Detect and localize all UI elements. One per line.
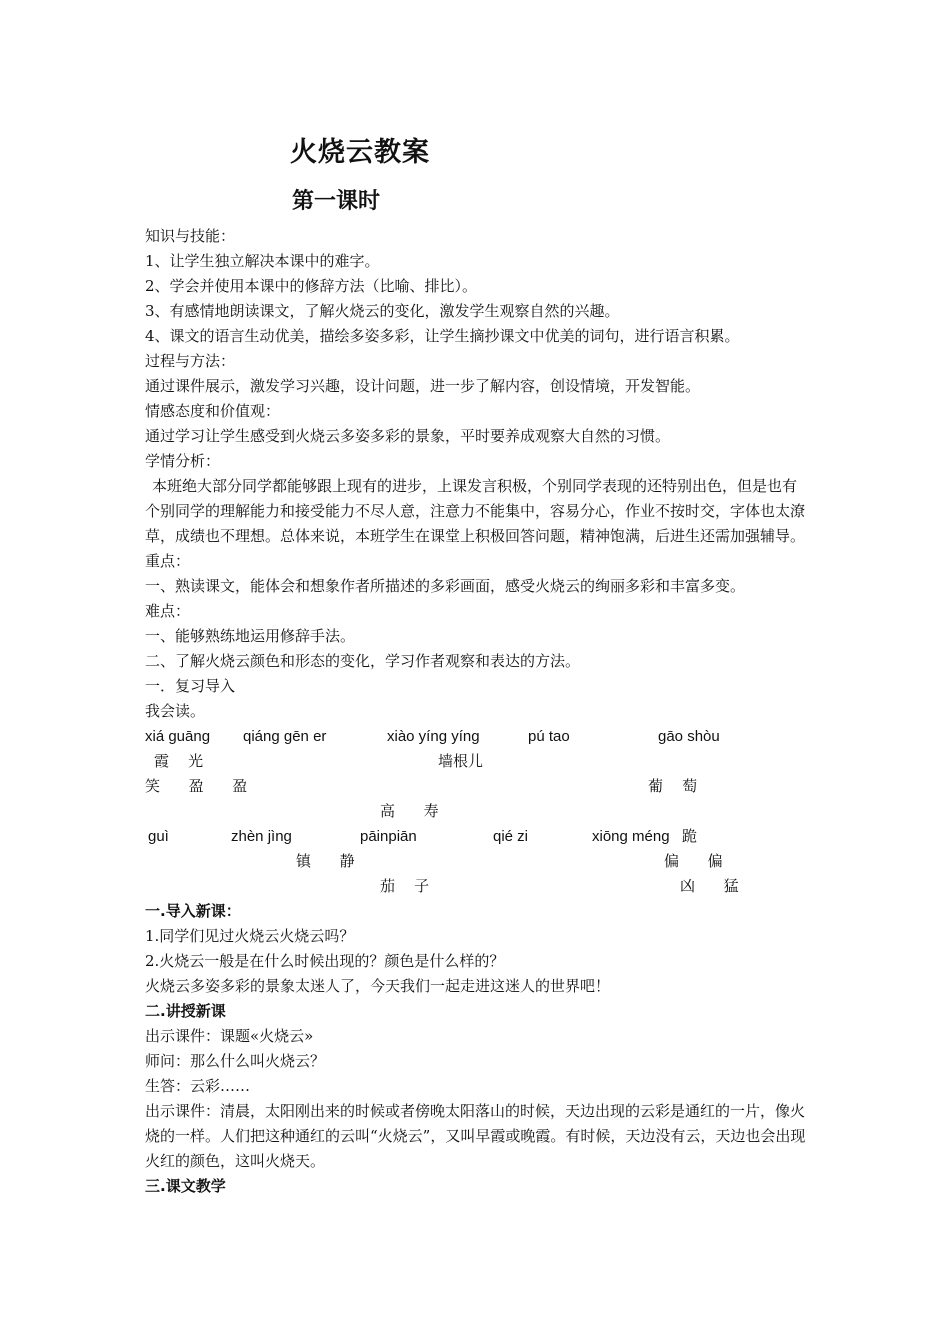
pinyin: gāo shòu [658, 728, 720, 745]
analysis-paragraph: 本班绝大部分同学都能够跟上现有的进步，上课发言积极，个别同学表现的还特别出色，但是也有个别同学的理解能力和接受能力不尽人意，注意力不能集中，容易分心，作业不按时交，字体也太潦草，成绩也不理想。总体来说，本班学生在课堂上积极回答问题，精神饱满，后进生还需加强辅导。 [145, 477, 806, 545]
paragraph: 2、学会并使用本课中的修辞方法（比喻、排比）。 [145, 277, 478, 295]
paragraph: 我会读。 [145, 702, 206, 720]
heading-analysis: 学情分析： [145, 452, 221, 470]
paragraph: 出示课件：课题«火烧云» [145, 1027, 314, 1045]
chars-row-2 [145, 774, 810, 799]
heading-review: 一．复习导入 [145, 677, 236, 695]
heading-difficulties: 难点： [145, 602, 191, 620]
chars-row-3 [145, 799, 810, 824]
paragraph: 二、了解火烧云颜色和形态的变化，学习作者观察和表达的方法。 [145, 652, 581, 670]
paragraph: 通过学习让学生感受到火烧云多姿多彩的景象，平时要养成观察大自然的习惯。 [145, 427, 671, 445]
chars-row-5 [145, 874, 810, 899]
paragraph: 3、有感情地朗读课文，了解火烧云的变化，激发学生观察自然的兴趣。 [145, 302, 620, 320]
word: 镇 静 [296, 852, 355, 870]
chars-row-4 [145, 849, 810, 874]
heading-new-lesson: 一.导入新课： [145, 902, 241, 920]
pinyin: zhèn jìng [231, 828, 292, 845]
pinyin: xiá guāng [145, 728, 211, 745]
word: 霞 光 [154, 752, 204, 770]
paragraph: 通过课件展示，激发学习兴趣，设计问题，进一步了解内容，创设情境，开发智能。 [145, 377, 701, 395]
pinyin: qiáng gēn er [243, 728, 327, 745]
word: 凶 猛 [680, 877, 739, 895]
pinyin: pú tao [528, 728, 570, 745]
paragraph: 一、熟读课文，能体会和想象作者所描述的多彩画面，感受火烧云的绚丽多彩和丰富多变。 [145, 577, 746, 595]
word: 高 寿 [380, 802, 439, 820]
chars-row-1 [145, 749, 810, 774]
word: 偏 偏 [664, 852, 723, 870]
page-title: 火烧云教案 [290, 137, 430, 168]
heading-key-points: 重点： [145, 552, 191, 570]
paragraph: 出示课件：清晨，太阳刚出来的时候或者傍晚太阳落山的时候，天边出现的云彩是通红的一片，像火烧的一样。人们把这种通红的云叫“火烧云”，又叫早霞或晚霞。有时候，天边没有云，天边也会出现火红的颜色，这叫火烧天。 [145, 1102, 806, 1170]
heading-process: 过程与方法： [145, 352, 236, 370]
paragraph: 师问：那么什么叫火烧云？ [145, 1052, 326, 1070]
lesson-subtitle: 第一课时 [292, 189, 381, 214]
paragraph: 1、让学生独立解决本课中的难字。 [145, 252, 380, 270]
paragraph: 火烧云多姿多彩的景象太迷人了，今天我们一起走进这迷人的世界吧！ [145, 977, 611, 995]
pinyin: qié zi [493, 828, 529, 845]
word: 茄 子 [380, 877, 430, 895]
paragraph: 生答：云彩…… [145, 1077, 251, 1095]
pinyin-row-2 [145, 824, 810, 849]
document-body [145, 224, 810, 1199]
word: 跪 [682, 827, 698, 845]
heading-knowledge: 知识与技能： [145, 227, 236, 245]
heading-teaching: 二.讲授新课 [145, 1002, 226, 1020]
pinyin: xiōng méng [592, 828, 670, 845]
question: 2.火烧云一般是在什么时候出现的？颜色是什么样的？ [145, 952, 505, 970]
word: 葡 萄 [648, 777, 698, 795]
heading-text-teaching: 三.课文教学 [145, 1177, 226, 1195]
heading-attitude: 情感态度和价值观： [145, 402, 281, 420]
word: 笑 盈 盈 [145, 777, 248, 795]
question: 1.同学们见过火烧云火烧云吗？ [145, 927, 355, 945]
pinyin: guì [148, 828, 169, 845]
paragraph: 一、能够熟练地运用修辞手法。 [145, 627, 356, 645]
pinyin: pāinpiān [360, 828, 417, 845]
pinyin: xiào yíng yíng [387, 728, 480, 745]
paragraph: 4、课文的语言生动优美，描绘多姿多彩，让学生摘抄课文中优美的词句，进行语言积累。 [145, 327, 740, 345]
word: 墙根儿 [438, 752, 484, 770]
pinyin-row-1 [145, 724, 810, 749]
